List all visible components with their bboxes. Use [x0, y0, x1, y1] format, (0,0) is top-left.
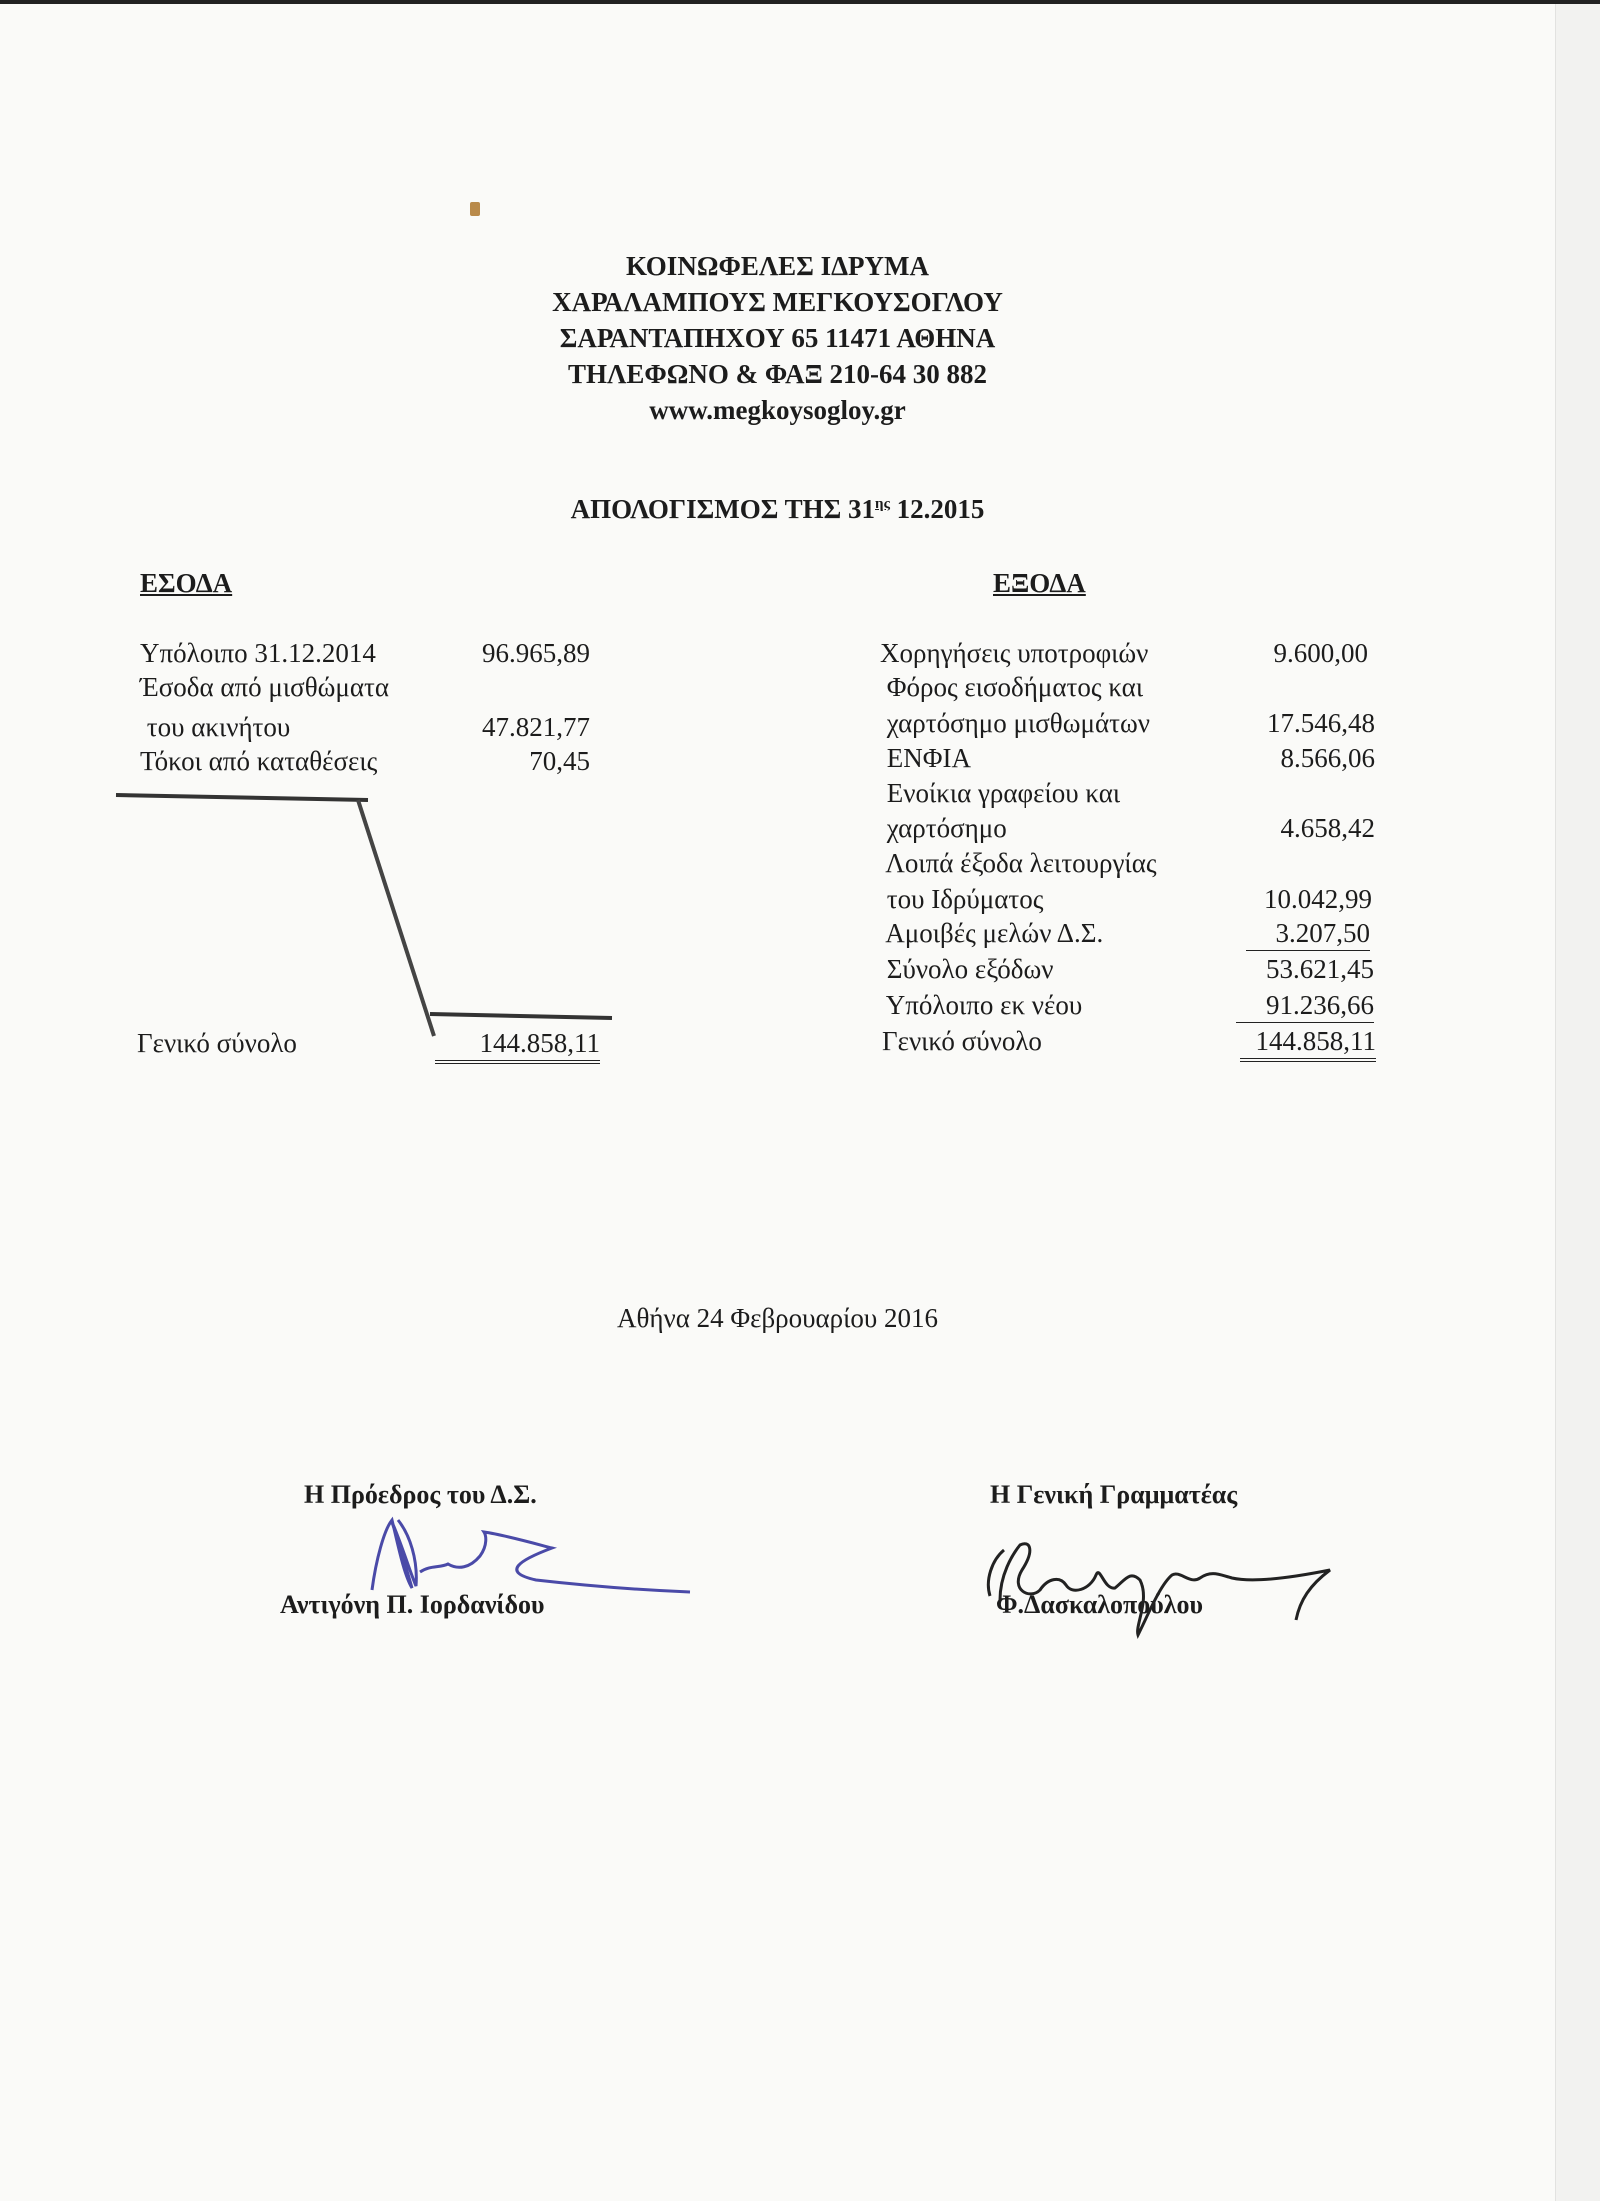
- title-suffix: 12.2015: [889, 494, 985, 524]
- expense-amount: 53.621,45: [1266, 954, 1374, 984]
- expense-amount: 17.546,48: [1267, 708, 1375, 738]
- phone-fax: ΤΗΛΕΦΩΝΟ & ΦΑΞ 210-64 30 882: [568, 359, 987, 389]
- income-amount: 96.965,89: [482, 638, 590, 668]
- expense-label: Λοιπά έξοδα λειτουργίας: [880, 848, 1157, 878]
- secretary-name: Φ.Δασκαλοπούλου: [996, 1590, 1203, 1619]
- income-heading: ΕΣΟΔΑ: [140, 568, 233, 598]
- expenses-heading: ΕΞΟΔΑ: [993, 568, 1086, 598]
- income-label: Υπόλοιπο 31.12.2014: [140, 638, 376, 668]
- income-label: Τόκοι από καταθέσεις: [140, 746, 378, 776]
- income-label: του ακινήτου: [140, 712, 291, 742]
- expense-label: Αμοιβές μελών Δ.Σ.: [880, 918, 1104, 948]
- foundation-type: ΚΟΙΝΩΦΕΛΕΣ ΙΔΡΥΜΑ: [625, 251, 930, 281]
- website: www.megkoysogloy.gr: [649, 395, 906, 425]
- income-amount: 70,45: [529, 746, 590, 776]
- secretary-role: Η Γενική Γραμματέας: [990, 1480, 1238, 1509]
- expense-amount: 91.236,66: [1236, 988, 1374, 1023]
- income-amount: 47.821,77: [482, 712, 590, 742]
- expense-label: Χορηγήσεις υποτροφιών: [880, 638, 1149, 668]
- place-date: Αθήνα 24 Φεβρουαρίου 2016: [616, 1303, 939, 1333]
- expense-label: Υπόλοιπο εκ νέου: [880, 990, 1083, 1020]
- foundation-name: ΧΑΡΑΛΑΜΠΟΥΣ ΜΕΓΚΟΥΣΟΓΛΟΥ: [552, 287, 1003, 317]
- chair-signature: [372, 1520, 690, 1592]
- expense-amount: 10.042,99: [1264, 884, 1372, 914]
- chair-name: Αντιγόνη Π. Ιορδανίδου: [280, 1590, 545, 1619]
- expense-label: χαρτόσημο: [880, 813, 1007, 843]
- expense-label: του Ιδρύματος: [880, 884, 1044, 914]
- expense-amount: 8.566,06: [1280, 743, 1375, 773]
- secretary-signature: [988, 1544, 1330, 1635]
- expense-label: χαρτόσημο μισθωμάτων: [880, 708, 1150, 738]
- income-total-label: Γενικό σύνολο: [137, 1028, 297, 1058]
- expenses-total-label: Γενικό σύνολο: [882, 1026, 1042, 1056]
- expense-amount: 3.207,50: [1246, 916, 1370, 951]
- expense-label: Σύνολο εξόδων: [880, 954, 1054, 984]
- income-label: Έσοδα από μισθώματα: [140, 672, 390, 702]
- expense-amount: 4.658,42: [1280, 813, 1375, 843]
- expenses-total-amount: 144.858,11: [1240, 1024, 1376, 1062]
- expense-label: Φόρος εισοδήματος και: [880, 672, 1144, 702]
- address: ΣΑΡΑΝΤΑΠΗΧΟΥ 65 11471 ΑΘΗΝΑ: [559, 323, 996, 353]
- expense-label: ΕΝΦΙΑ: [880, 743, 971, 773]
- title-prefix: ΑΠΟΛΟΓΙΣΜΟΣ ΤΗΣ 31: [570, 494, 876, 524]
- chair-role: Η Πρόεδρος του Δ.Σ.: [304, 1480, 537, 1509]
- title-ordinal: ης: [875, 496, 890, 512]
- income-total-amount: 144.858,11: [435, 1026, 600, 1064]
- expense-label: Ενοίκια γραφείου και: [880, 778, 1121, 808]
- expense-amount: 9.600,00: [1273, 638, 1368, 668]
